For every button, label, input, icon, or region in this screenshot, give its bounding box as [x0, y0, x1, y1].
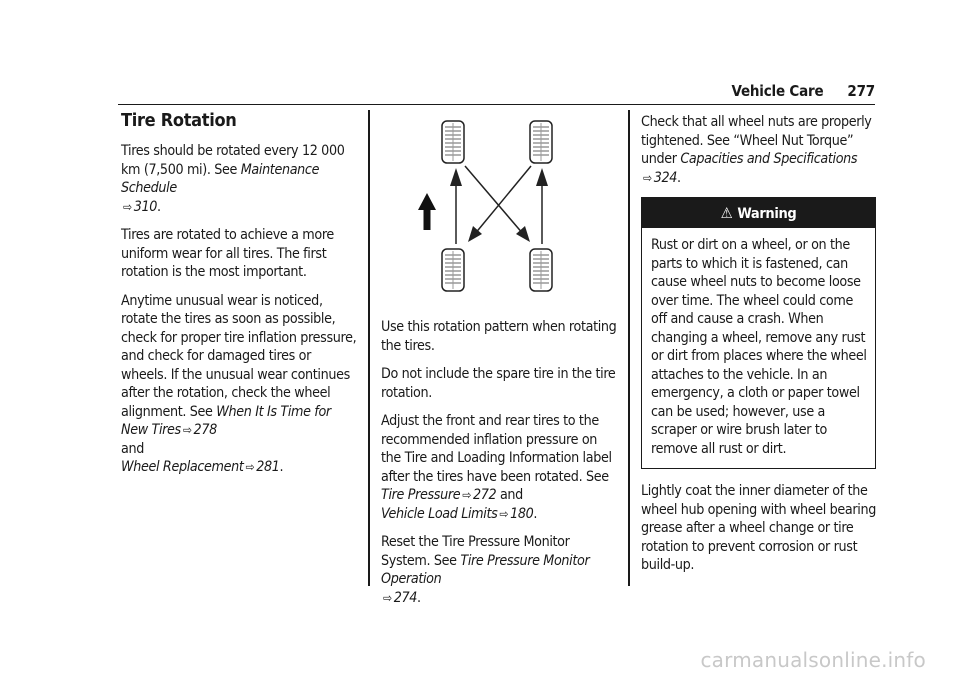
xref-label: Maintenance Schedule: [121, 161, 320, 196]
xref-page: 274: [393, 589, 418, 606]
xref-page: 278: [193, 422, 217, 438]
tire-front-right-icon: [530, 121, 552, 163]
text: and: [121, 440, 144, 457]
paragraph-hub-grease: Lightly coat the inner diameter of the wheel hub opening with wheel bearing grease after a wheel change or tire rotation to prevent corrosion or rust build-up.: [641, 483, 876, 573]
paragraph-uniform-wear: Tires are rotated to achieve a more uniform wear for all tires. The first rotation is the most important.: [121, 227, 334, 280]
paragraph-unusual-wear: [121, 292, 357, 477]
xref-label: When It Is Time for New Tires: [121, 403, 331, 438]
xref-label: Tire Pressure Monitor Operation: [381, 552, 590, 587]
text: .: [677, 169, 681, 186]
xref-label: Tire Pressure: [381, 487, 461, 503]
xref-page: 281: [256, 459, 280, 475]
page-ref-icon: ⇨: [123, 199, 132, 214]
xref-wheel-replacement[interactable]: [121, 459, 280, 475]
page-header: [118, 82, 875, 105]
column-3: [641, 113, 877, 585]
text: Reset the Tire Pressure Monitor System. See: [381, 534, 570, 569]
paragraph-adjust-pressure: [381, 412, 617, 523]
watermark: carmanualsonline.info: [700, 648, 926, 672]
tire-front-left-icon: [442, 121, 464, 163]
xref-page: 180: [510, 505, 534, 522]
page-ref-icon: ⇨: [182, 423, 192, 437]
xref-tire-pressure[interactable]: [381, 487, 496, 503]
text: Check that all wheel nuts are properly tightened. See “Wheel Nut Torque” under: [641, 114, 872, 167]
text: Adjust the front and rear tires to the recommended inflation pressure on the Tire and Loading Information label after the tires have been rotated. See: [381, 413, 612, 485]
warning-icon: ⚠: [720, 204, 733, 222]
xref-page: 272: [472, 487, 497, 503]
arrow-right-rear-to-front: [536, 168, 548, 244]
warning-box: [641, 197, 876, 469]
xref-page: 324: [653, 169, 678, 186]
column-2: [381, 318, 617, 617]
column-1: [121, 110, 357, 487]
column-divider-2: [628, 110, 630, 586]
paragraph-reset-tpms: [381, 533, 617, 607]
text: Anytime unusual wear is noticed, rotate the tires as soon as possible, check for proper tire inflation pressure, and check for damaged tires or wheels. If the unusual wear continues after the rotation, check the wheel alignment. See: [121, 292, 357, 420]
warning-heading: [642, 198, 875, 228]
tire-rotation-diagram: [410, 118, 570, 293]
paragraph-wheel-nuts: [641, 113, 877, 187]
paragraph-rotation-pattern: Use this rotation pattern when rotating the tires.: [381, 319, 617, 354]
tire-rear-left-icon: [442, 249, 464, 291]
text: .: [157, 198, 161, 215]
text: Tires should be rotated every 12 000 km (7,500 mi). See: [121, 143, 345, 178]
section-title: Tire Rotation: [121, 110, 237, 131]
paragraph-rotation-interval: [121, 142, 357, 216]
page-ref-icon: ⇨: [462, 488, 471, 502]
forward-arrow-icon: [418, 193, 436, 230]
arrow-left-rear-to-front: [450, 168, 462, 244]
paragraph-spare-tire: Do not include the spare tire in the tire rotation.: [381, 366, 616, 401]
tire-rear-right-icon: [530, 249, 552, 291]
page-ref-icon: ⇨: [383, 590, 392, 605]
xref-label: Capacities and Specifications: [680, 151, 858, 167]
text: .: [417, 589, 421, 606]
header-right: [732, 82, 875, 100]
page-ref-icon: ⇨: [499, 506, 509, 521]
column-divider-1: [368, 110, 370, 586]
text: .: [533, 505, 538, 522]
page-ref-icon: ⇨: [643, 170, 652, 185]
xref-page: 310: [133, 198, 158, 215]
page-number: 277: [847, 82, 875, 100]
xref-label: Wheel Replacement: [121, 459, 244, 475]
header-section: Vehicle Care: [731, 82, 824, 100]
text: and: [499, 487, 523, 503]
xref-label: Vehicle Load Limits: [381, 505, 498, 522]
text: .: [279, 459, 284, 475]
xref-vehicle-load-limits[interactable]: [381, 506, 533, 522]
page-ref-icon: ⇨: [245, 460, 255, 474]
warning-body: Rust or dirt on a wheel, or on the parts to which it is fastened, can cause wheel nuts to become loose over time. The wheel could come off and cause a crash. When changing a wheel, remove any rust or dirt from places where the wheel attaches to the vehicle. In an emergency, a cloth or paper towel can be used; however, use a scraper or wire brush later to remove all rust or dirt.: [651, 237, 867, 457]
warning-heading-label: Warning: [737, 206, 797, 222]
